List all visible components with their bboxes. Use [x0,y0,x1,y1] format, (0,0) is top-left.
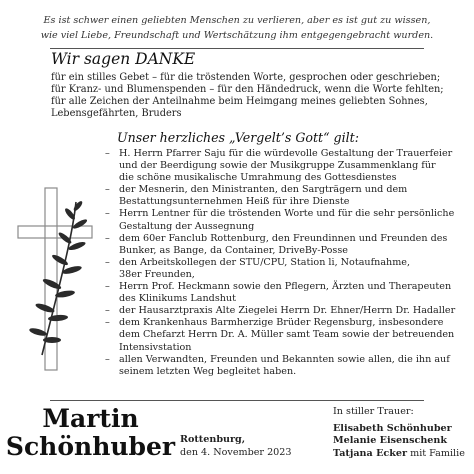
mourner-name: Elisabeth Schönhuber [333,422,452,434]
dash-bullet: – [105,305,110,317]
list-item-line: der Hausarztpraxis Alte Ziegelei Herrn Dr. Ehner/Herrn Dr. Hadaller [119,305,456,317]
list-item [105,281,460,305]
thanks-line: für ein stilles Gebet – für die tröstenden Worte, gesprochen oder geschrieben; [51,72,441,83]
list-item-line: die schöne musikalische Umrahmung des Gottesdienstes [119,172,397,184]
dash-bullet: – [105,317,110,329]
place-date [180,434,292,459]
list-item [105,354,460,378]
cross-with-branch-icon [12,180,102,380]
date-line: den 4. November 2023 [180,446,292,458]
list-item [105,233,460,257]
list-item-line: seinem letzten Weg begleitet haben. [119,365,297,377]
mourner-suffix: mit Familie [407,447,465,459]
place-town: Rottenburg, [180,434,246,445]
mourners-title: In stiller Trauer: [333,406,414,417]
list-item-line: und der Beerdigung sowie der Musikgruppe Zusammenklang für [119,160,436,172]
list-item [105,317,460,353]
dash-bullet: – [105,148,110,159]
deceased-last-name: Schönhuber [5,432,176,461]
intro-line-1: Es ist schwer einen geliebten Menschen zu verlieren, aber es ist gut zu wissen, [43,15,431,26]
thanks-line: Lebensgefährten, Bruders [51,108,182,119]
list-item-line: Gestaltung der Aussegnung [119,220,255,232]
list-item [105,184,460,208]
list-item-line: 38er Freunden, [119,268,195,280]
intro-quote [0,13,474,43]
mourner-name: Melanie Eisenschenk [333,435,448,446]
list-item-line: Bestattungsunternehmen Heiß für ihre Dienste [119,196,350,208]
dash-bullet: – [105,208,110,220]
list-item-line: des Klinikums Landshut [119,293,236,305]
gratitude-subheading: Unser herzliches „Vergelt’s Gott“ gilt: [117,130,359,145]
list-item [105,148,460,184]
mourners-block [333,406,465,460]
list-item-line: dem Krankenhaus Barmherzige Brüder Regensburg, insbesondere [119,317,444,329]
list-item-line: H. Herrn Pfarrer Saju für die würdevolle Gestaltung der Trauerfeier [119,148,453,159]
top-divider [50,48,424,49]
list-item-line: dem Chefarzt Herrn Dr. A. Müller samt Team sowie der betreuenden [119,329,455,341]
gratitude-list [105,148,460,378]
list-item [105,305,460,317]
thanks-line: für Kranz- und Blumenspenden – für den Händedruck, wenn die Worte fehlten; [51,84,444,95]
list-item-line: Herrn Lentner für die tröstenden Worte und für die sehr persönliche [119,208,455,220]
list-item-line: Intensivstation [119,341,192,353]
thanks-paragraph [51,72,444,120]
dash-bullet: – [105,353,110,365]
list-item [105,257,460,281]
list-item-line: Bunker, as Bange, da Container, DriveBy-Posse [119,244,348,256]
intro-line-2: wie viel Liebe, Freundschaft und Wertschätzung ihm entgegengebracht wurden. [40,30,434,41]
deceased-first-name: Martin [42,404,139,433]
list-item-line: den Arbeitskollegen der STU/CPU, Station li, Notaufnahme, [119,256,411,268]
list-item-line: dem 60er Fanclub Rottenburg, den Freundinnen und Freunden des [119,232,448,244]
bottom-divider [50,400,424,401]
thanks-line: für alle Zeichen der Anteilnahme beim Heimgang meines geliebten Sohnes, [51,96,428,107]
list-item [105,208,460,232]
list-item-line: Herrn Prof. Heckmann sowie den Pflegern, Ärzten und Therapeuten [119,281,452,293]
thanks-heading: Wir sagen DANKE [51,50,196,68]
dash-bullet: – [105,256,110,268]
dash-bullet: – [105,281,110,293]
list-item-line: der Mesnerin, den Ministranten, den Sargträgern und dem [119,184,408,196]
mourner-name: Tatjana Ecker [333,447,408,459]
list-item-line: allen Verwandten, Freunden und Bekannten sowie allen, die ihn auf [119,353,450,365]
dash-bullet: – [105,232,110,244]
dash-bullet: – [105,184,110,196]
